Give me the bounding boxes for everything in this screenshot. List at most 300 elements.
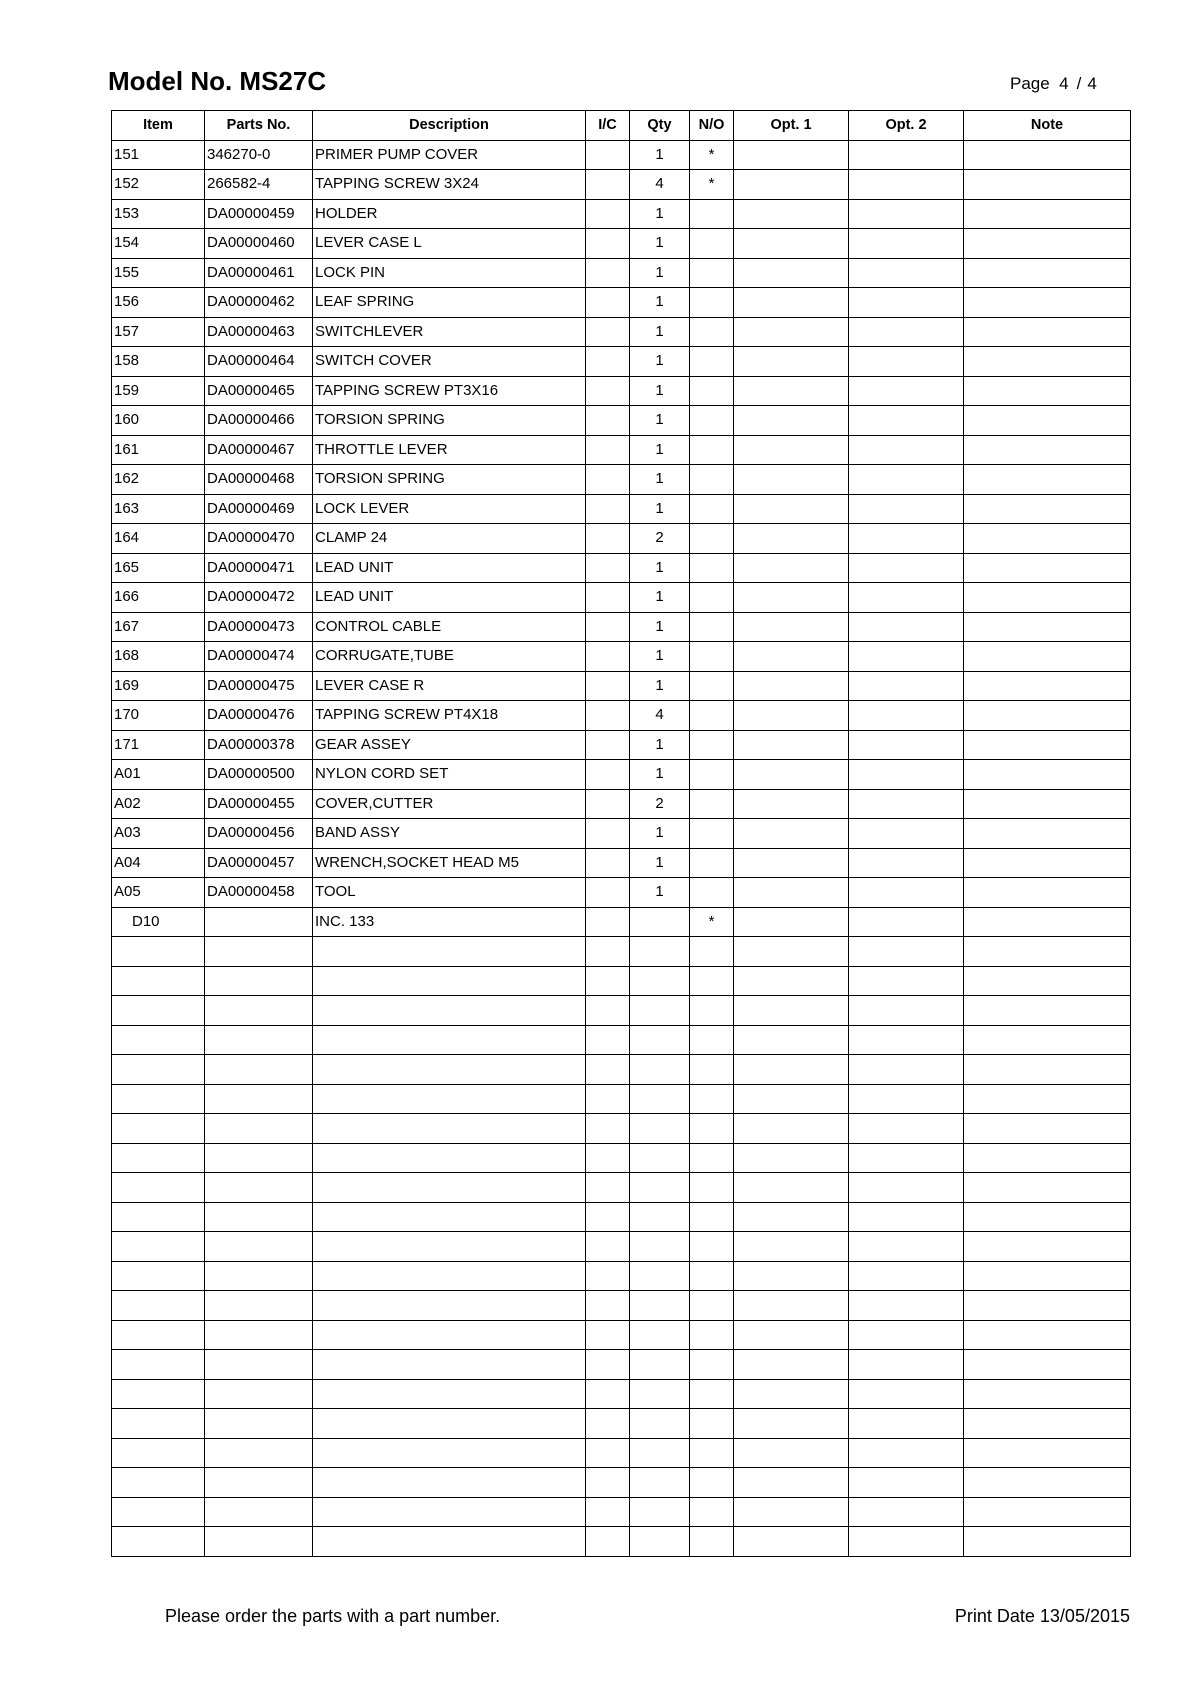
cell-ic [586, 760, 630, 790]
cell-parts-no: DA00000378 [205, 730, 313, 760]
cell-opt2 [849, 494, 964, 524]
cell-opt1 [734, 1261, 849, 1291]
cell-parts-no [205, 1261, 313, 1291]
cell-qty: 1 [630, 760, 690, 790]
table-row [112, 966, 1131, 996]
cell-description: LOCK PIN [313, 258, 586, 288]
column-header-item: Item [112, 111, 205, 141]
cell-item: 161 [112, 435, 205, 465]
parts-table-body [112, 140, 1131, 1556]
page-separator: / [1076, 74, 1082, 93]
column-header-parts-no: Parts No. [205, 111, 313, 141]
cell-no [690, 642, 734, 672]
cell-description: TAPPING SCREW PT3X16 [313, 376, 586, 406]
table-row [112, 1497, 1131, 1527]
table-row [112, 1350, 1131, 1380]
cell-opt1 [734, 140, 849, 170]
table-row [112, 317, 1131, 347]
cell-parts-no: DA00000476 [205, 701, 313, 731]
cell-opt1 [734, 553, 849, 583]
cell-ic [586, 1468, 630, 1498]
cell-qty [630, 1320, 690, 1350]
table-row [112, 258, 1131, 288]
cell-parts-no [205, 1084, 313, 1114]
cell-item: 158 [112, 347, 205, 377]
cell-parts-no: DA00000472 [205, 583, 313, 613]
cell-qty [630, 996, 690, 1026]
cell-opt2 [849, 170, 964, 200]
cell-opt1 [734, 406, 849, 436]
cell-item [112, 1143, 205, 1173]
cell-note [964, 1320, 1131, 1350]
cell-description: TORSION SPRING [313, 465, 586, 495]
cell-no [690, 317, 734, 347]
cell-opt1 [734, 1350, 849, 1380]
table-row [112, 612, 1131, 642]
cell-ic [586, 701, 630, 731]
cell-no [690, 435, 734, 465]
cell-no: * [690, 170, 734, 200]
cell-description [313, 1497, 586, 1527]
cell-ic [586, 612, 630, 642]
cell-note [964, 406, 1131, 436]
cell-item: 163 [112, 494, 205, 524]
cell-no [690, 1379, 734, 1409]
cell-opt1 [734, 789, 849, 819]
cell-parts-no: DA00000465 [205, 376, 313, 406]
cell-no [690, 848, 734, 878]
cell-item: 166 [112, 583, 205, 613]
page-total: 4 [1087, 74, 1097, 93]
cell-ic [586, 583, 630, 613]
cell-description: LEVER CASE R [313, 671, 586, 701]
cell-no [690, 1438, 734, 1468]
cell-opt2 [849, 1055, 964, 1085]
cell-parts-no: DA00000474 [205, 642, 313, 672]
cell-ic [586, 553, 630, 583]
column-header-no: N/O [690, 111, 734, 141]
cell-note [964, 1291, 1131, 1321]
cell-parts-no [205, 1438, 313, 1468]
cell-ic [586, 878, 630, 908]
cell-no [690, 1468, 734, 1498]
cell-ic [586, 347, 630, 377]
cell-no [690, 553, 734, 583]
cell-description [313, 1468, 586, 1498]
cell-parts-no [205, 1468, 313, 1498]
cell-no [690, 996, 734, 1026]
table-row [112, 701, 1131, 731]
cell-parts-no [205, 937, 313, 967]
cell-opt2 [849, 1261, 964, 1291]
cell-no [690, 288, 734, 318]
table-row [112, 376, 1131, 406]
page-title: Model No. MS27C [108, 66, 327, 96]
cell-no [690, 347, 734, 377]
cell-no [690, 1173, 734, 1203]
table-row [112, 789, 1131, 819]
cell-note [964, 878, 1131, 908]
cell-opt1 [734, 1173, 849, 1203]
cell-opt1 [734, 701, 849, 731]
cell-no [690, 1527, 734, 1557]
cell-no: * [690, 140, 734, 170]
cell-opt2 [849, 789, 964, 819]
cell-note [964, 494, 1131, 524]
cell-ic [586, 1232, 630, 1262]
cell-item: 164 [112, 524, 205, 554]
cell-parts-no: DA00000469 [205, 494, 313, 524]
cell-note [964, 140, 1131, 170]
cell-opt1 [734, 376, 849, 406]
cell-parts-no: DA00000500 [205, 760, 313, 790]
table-row [112, 1261, 1131, 1291]
cell-no [690, 1202, 734, 1232]
cell-opt2 [849, 1025, 964, 1055]
cell-qty [630, 1409, 690, 1439]
cell-opt2 [849, 1468, 964, 1498]
cell-no [690, 1261, 734, 1291]
cell-no [690, 524, 734, 554]
cell-qty [630, 907, 690, 937]
cell-description [313, 1291, 586, 1321]
cell-no: * [690, 907, 734, 937]
cell-ic [586, 288, 630, 318]
cell-opt1 [734, 317, 849, 347]
table-row [112, 907, 1131, 937]
table-row [112, 819, 1131, 849]
cell-ic [586, 1497, 630, 1527]
column-header-opt1: Opt. 1 [734, 111, 849, 141]
table-row [112, 1114, 1131, 1144]
cell-opt1 [734, 1232, 849, 1262]
cell-item: 167 [112, 612, 205, 642]
cell-item: 160 [112, 406, 205, 436]
cell-opt2 [849, 288, 964, 318]
cell-note [964, 583, 1131, 613]
footer-note: Please order the parts with a part number. [165, 1606, 501, 1626]
cell-parts-no: DA00000455 [205, 789, 313, 819]
cell-ic [586, 907, 630, 937]
cell-item: 171 [112, 730, 205, 760]
cell-description [313, 1232, 586, 1262]
cell-opt2 [849, 1232, 964, 1262]
cell-qty: 2 [630, 789, 690, 819]
cell-no [690, 1320, 734, 1350]
cell-ic [586, 1409, 630, 1439]
cell-note [964, 937, 1131, 967]
cell-note [964, 317, 1131, 347]
table-row [112, 140, 1131, 170]
cell-opt1 [734, 1084, 849, 1114]
cell-ic [586, 789, 630, 819]
cell-opt2 [849, 199, 964, 229]
cell-description [313, 1202, 586, 1232]
cell-ic [586, 1291, 630, 1321]
cell-note [964, 996, 1131, 1026]
cell-ic [586, 1202, 630, 1232]
cell-parts-no: DA00000475 [205, 671, 313, 701]
cell-note [964, 376, 1131, 406]
cell-opt2 [849, 583, 964, 613]
cell-opt2 [849, 642, 964, 672]
cell-no [690, 376, 734, 406]
table-row [112, 760, 1131, 790]
cell-description: SWITCHLEVER [313, 317, 586, 347]
cell-item [112, 1497, 205, 1527]
cell-opt2 [849, 760, 964, 790]
cell-item [112, 1409, 205, 1439]
cell-item [112, 1438, 205, 1468]
table-row [112, 1409, 1131, 1439]
cell-note [964, 524, 1131, 554]
table-row [112, 1173, 1131, 1203]
cell-qty [630, 1291, 690, 1321]
cell-note [964, 1468, 1131, 1498]
cell-qty [630, 1025, 690, 1055]
cell-opt2 [849, 1409, 964, 1439]
cell-qty: 1 [630, 583, 690, 613]
table-row [112, 878, 1131, 908]
cell-qty: 4 [630, 701, 690, 731]
cell-item [112, 1527, 205, 1557]
cell-opt1 [734, 907, 849, 937]
cell-qty [630, 966, 690, 996]
cell-qty: 1 [630, 465, 690, 495]
cell-note [964, 1202, 1131, 1232]
cell-description: HOLDER [313, 199, 586, 229]
table-row [112, 1084, 1131, 1114]
cell-opt2 [849, 435, 964, 465]
cell-description [313, 1025, 586, 1055]
cell-no [690, 1350, 734, 1380]
cell-opt2 [849, 612, 964, 642]
cell-opt1 [734, 1409, 849, 1439]
cell-note [964, 199, 1131, 229]
table-row [112, 1025, 1131, 1055]
cell-opt2 [849, 1143, 964, 1173]
cell-parts-no: DA00000461 [205, 258, 313, 288]
cell-ic [586, 730, 630, 760]
cell-note [964, 553, 1131, 583]
column-header-description: Description [313, 111, 586, 141]
cell-qty [630, 1261, 690, 1291]
cell-no [690, 701, 734, 731]
cell-ic [586, 1379, 630, 1409]
cell-note [964, 789, 1131, 819]
cell-parts-no [205, 1409, 313, 1439]
cell-no [690, 1055, 734, 1085]
cell-item: 162 [112, 465, 205, 495]
table-row [112, 1438, 1131, 1468]
cell-description: LOCK LEVER [313, 494, 586, 524]
cell-item [112, 1232, 205, 1262]
cell-note [964, 1350, 1131, 1380]
cell-opt1 [734, 671, 849, 701]
cell-parts-no [205, 907, 313, 937]
cell-ic [586, 1527, 630, 1557]
cell-note [964, 1438, 1131, 1468]
cell-opt1 [734, 1320, 849, 1350]
cell-description [313, 1527, 586, 1557]
cell-note [964, 1261, 1131, 1291]
cell-opt1 [734, 1527, 849, 1557]
cell-opt1 [734, 819, 849, 849]
cell-note [964, 612, 1131, 642]
cell-opt2 [849, 258, 964, 288]
cell-description: INC. 133 [313, 907, 586, 937]
cell-note [964, 1025, 1131, 1055]
cell-ic [586, 199, 630, 229]
cell-description [313, 996, 586, 1026]
cell-item: 154 [112, 229, 205, 259]
cell-description [313, 937, 586, 967]
cell-note [964, 229, 1131, 259]
cell-note [964, 288, 1131, 318]
cell-item [112, 966, 205, 996]
cell-note [964, 465, 1131, 495]
cell-parts-no: DA00000470 [205, 524, 313, 554]
table-row [112, 1055, 1131, 1085]
table-row [112, 1320, 1131, 1350]
cell-qty: 1 [630, 819, 690, 849]
cell-note [964, 1055, 1131, 1085]
cell-item: A03 [112, 819, 205, 849]
cell-opt2 [849, 819, 964, 849]
cell-parts-no: DA00000471 [205, 553, 313, 583]
cell-no [690, 1143, 734, 1173]
cell-opt2 [849, 317, 964, 347]
cell-opt1 [734, 1497, 849, 1527]
cell-item: 170 [112, 701, 205, 731]
table-row [112, 347, 1131, 377]
cell-item [112, 1084, 205, 1114]
cell-ic [586, 140, 630, 170]
cell-qty [630, 1202, 690, 1232]
cell-opt1 [734, 848, 849, 878]
cell-parts-no: DA00000460 [205, 229, 313, 259]
cell-description [313, 1379, 586, 1409]
cell-opt2 [849, 907, 964, 937]
cell-opt2 [849, 347, 964, 377]
cell-description: SWITCH COVER [313, 347, 586, 377]
page-current: 4 [1059, 74, 1069, 93]
cell-note [964, 258, 1131, 288]
table-row [112, 1232, 1131, 1262]
cell-qty [630, 1468, 690, 1498]
cell-opt2 [849, 1379, 964, 1409]
cell-ic [586, 1143, 630, 1173]
cell-opt1 [734, 524, 849, 554]
cell-note [964, 730, 1131, 760]
cell-qty [630, 1438, 690, 1468]
cell-note [964, 966, 1131, 996]
cell-item: D10 [112, 907, 205, 937]
cell-description [313, 1173, 586, 1203]
cell-item [112, 1055, 205, 1085]
cell-note [964, 671, 1131, 701]
cell-no [690, 1497, 734, 1527]
table-row [112, 465, 1131, 495]
cell-qty [630, 1173, 690, 1203]
cell-qty: 1 [630, 878, 690, 908]
table-row [112, 199, 1131, 229]
cell-ic [586, 435, 630, 465]
cell-no [690, 612, 734, 642]
table-row [112, 671, 1131, 701]
table-row [112, 1468, 1131, 1498]
cell-no [690, 730, 734, 760]
cell-qty: 1 [630, 376, 690, 406]
cell-parts-no [205, 1379, 313, 1409]
cell-qty: 1 [630, 612, 690, 642]
table-header-row [112, 111, 1131, 141]
cell-item: 156 [112, 288, 205, 318]
print-date: Print Date 13/05/2015 [954, 1606, 1130, 1626]
cell-no [690, 1114, 734, 1144]
cell-note [964, 1143, 1131, 1173]
cell-description: WRENCH,SOCKET HEAD M5 [313, 848, 586, 878]
cell-description: PRIMER PUMP COVER [313, 140, 586, 170]
cell-ic [586, 1350, 630, 1380]
cell-item [112, 1379, 205, 1409]
cell-parts-no [205, 1497, 313, 1527]
cell-description: CONTROL CABLE [313, 612, 586, 642]
cell-opt1 [734, 258, 849, 288]
cell-ic [586, 1114, 630, 1144]
cell-parts-no [205, 996, 313, 1026]
cell-opt1 [734, 1438, 849, 1468]
cell-no [690, 229, 734, 259]
cell-description: LEVER CASE L [313, 229, 586, 259]
cell-opt1 [734, 730, 849, 760]
table-row [112, 1527, 1131, 1557]
cell-parts-no: DA00000456 [205, 819, 313, 849]
cell-opt2 [849, 878, 964, 908]
cell-item: A04 [112, 848, 205, 878]
cell-note [964, 760, 1131, 790]
cell-description [313, 1261, 586, 1291]
cell-note [964, 1379, 1131, 1409]
cell-item: A02 [112, 789, 205, 819]
cell-opt1 [734, 347, 849, 377]
cell-opt1 [734, 760, 849, 790]
cell-ic [586, 406, 630, 436]
cell-opt2 [849, 376, 964, 406]
cell-parts-no: DA00000458 [205, 878, 313, 908]
cell-qty [630, 1527, 690, 1557]
cell-ic [586, 819, 630, 849]
cell-note [964, 347, 1131, 377]
cell-opt2 [849, 937, 964, 967]
table-row [112, 848, 1131, 878]
table-row [112, 1143, 1131, 1173]
cell-parts-no [205, 1173, 313, 1203]
cell-ic [586, 258, 630, 288]
cell-item: 152 [112, 170, 205, 200]
cell-qty: 2 [630, 524, 690, 554]
cell-description: COVER,CUTTER [313, 789, 586, 819]
cell-qty: 1 [630, 494, 690, 524]
cell-item: A01 [112, 760, 205, 790]
cell-opt1 [734, 937, 849, 967]
cell-qty: 4 [630, 170, 690, 200]
cell-description: LEAF SPRING [313, 288, 586, 318]
table-row [112, 406, 1131, 436]
cell-parts-no: DA00000466 [205, 406, 313, 436]
cell-parts-no: DA00000459 [205, 199, 313, 229]
cell-opt2 [849, 671, 964, 701]
